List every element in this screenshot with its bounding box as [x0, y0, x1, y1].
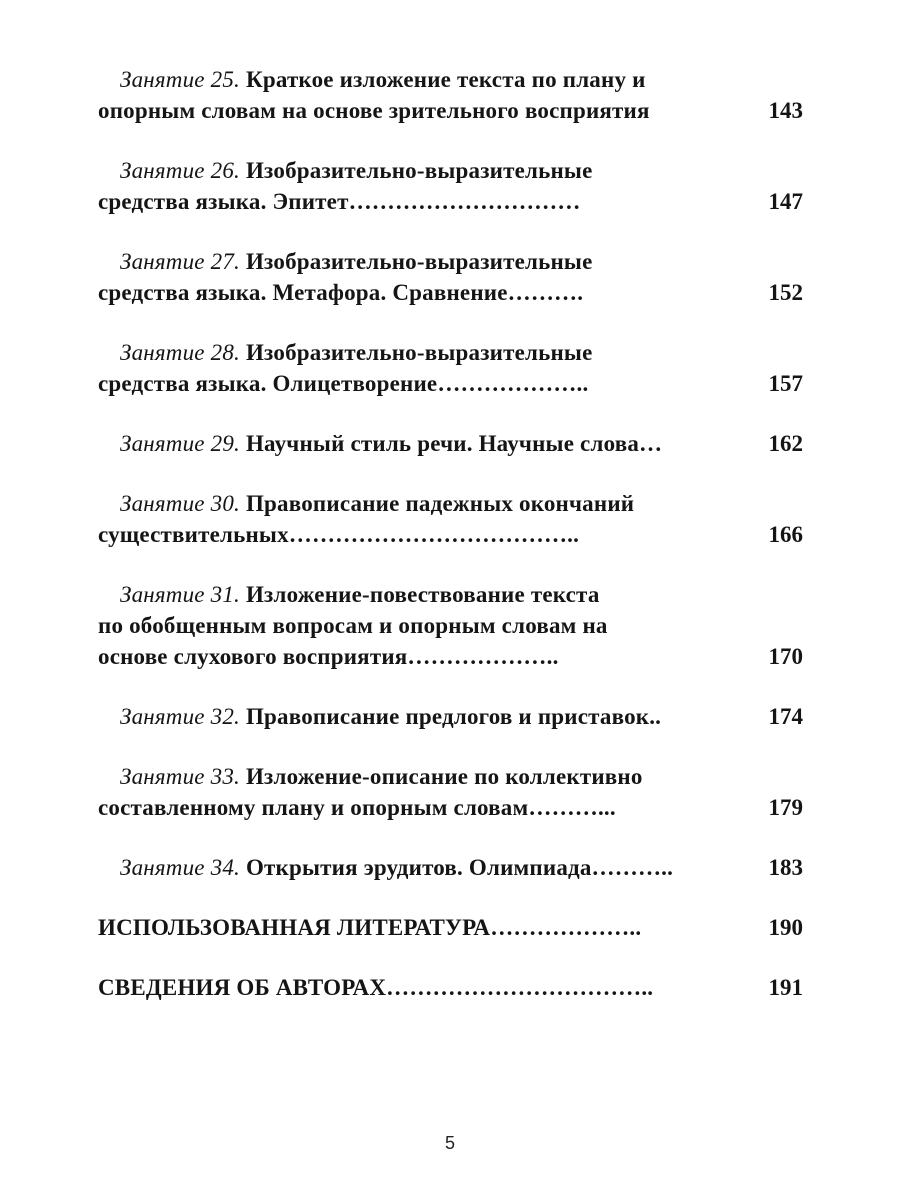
toc-entry-line: существительных………………………………..: [98, 522, 580, 547]
toc-entry-line: по обобщенным вопросам и опорным словам на: [98, 613, 608, 638]
toc-entry-lesson-32[interactable]: [98, 701, 803, 732]
toc-entry-text: [98, 428, 803, 459]
toc-entry-line: основе слухового восприятия………………..: [98, 644, 559, 669]
lesson-label: Занятие 33.: [120, 764, 241, 789]
toc-entry-line: опорным словам на основе зрительного восприятия: [98, 98, 650, 123]
page-ref: 157: [768, 371, 803, 396]
toc-entry-line: [98, 337, 733, 368]
toc-entry-text: [98, 337, 803, 399]
toc-entry-lesson-29[interactable]: [98, 428, 803, 459]
page-ref: 143: [768, 98, 803, 123]
toc-entry-lesson-34[interactable]: [98, 852, 803, 883]
toc-entry-title: Правописание предлогов и приставок..: [240, 704, 662, 729]
page-number: 5: [444, 1133, 455, 1153]
page-ref: 170: [768, 644, 803, 669]
page-ref: 190: [768, 915, 803, 940]
page-ref: 174: [768, 704, 803, 729]
page-ref: 166: [768, 522, 803, 547]
page-ref: 179: [768, 795, 803, 820]
lesson-label: Занятие 34.: [120, 855, 241, 880]
toc-entry-text: [98, 761, 803, 823]
toc-entry-title: ИСПОЛЬЗОВАННАЯ ЛИТЕРАТУРА………………..: [98, 915, 642, 940]
toc-entry-title: Краткое изложение текста по плану и: [240, 67, 646, 92]
lesson-label: Занятие 29.: [120, 431, 241, 456]
lesson-label: Занятие 25.: [120, 67, 241, 92]
toc-entry-line: [98, 488, 733, 519]
toc-entry-line: [98, 155, 733, 186]
toc-entry-line: [98, 852, 733, 883]
table-of-contents: [98, 64, 803, 1032]
toc-entry-line: средства языка. Метафора. Сравнение……….: [98, 280, 584, 305]
toc-entry-authors[interactable]: [98, 972, 803, 1003]
toc-entry-lesson-30[interactable]: [98, 488, 803, 550]
toc-entry-text: [98, 64, 803, 126]
page-ref: 162: [768, 431, 803, 456]
toc-entry-lesson-31[interactable]: [98, 579, 803, 672]
toc-entry-lesson-25[interactable]: [98, 64, 803, 126]
toc-entry-title: Правописание падежных окончаний: [240, 491, 635, 516]
page-ref: 191: [768, 975, 803, 1000]
toc-entry-line: [98, 701, 733, 732]
toc-entry-lesson-28[interactable]: [98, 337, 803, 399]
toc-entry-text: [98, 488, 803, 550]
toc-entry-line: средства языка. Эпитет…………………………: [98, 189, 581, 214]
toc-entry-text: [98, 912, 803, 943]
page-ref: 183: [768, 855, 803, 880]
toc-entry-title: Изложение-повествование текста: [240, 582, 600, 607]
toc-entry-text: [98, 579, 803, 672]
toc-entry-title: Открытия эрудитов. Олимпиада………..: [240, 855, 674, 880]
toc-entry-line: средства языка. Олицетворение………………..: [98, 371, 589, 396]
lesson-label: Занятие 27.: [120, 249, 241, 274]
lesson-label: Занятие 31.: [120, 582, 241, 607]
page-ref: 152: [768, 280, 803, 305]
toc-entry-title: Изобразительно-выразительные: [240, 249, 593, 274]
toc-entry-title: Изложение-описание по коллективно: [240, 764, 643, 789]
toc-entry-line: [98, 761, 733, 792]
toc-entry-text: [98, 701, 803, 732]
toc-entry-lesson-27[interactable]: [98, 246, 803, 308]
toc-entry-lesson-33[interactable]: [98, 761, 803, 823]
toc-entry-text: [98, 852, 803, 883]
toc-entry-title: Изобразительно-выразительные: [240, 158, 593, 183]
toc-entry-line: [98, 428, 733, 459]
toc-entry-references[interactable]: [98, 912, 803, 943]
page-ref: 147: [768, 189, 803, 214]
lesson-label: Занятие 32.: [120, 704, 241, 729]
toc-entry-title: Научный стиль речи. Научные слова…: [240, 431, 663, 456]
toc-entry-line: [98, 579, 733, 610]
toc-entry-title: Изобразительно-выразительные: [240, 340, 593, 365]
toc-entry-text: [98, 155, 803, 217]
lesson-label: Занятие 30.: [120, 491, 241, 516]
toc-entry-lesson-26[interactable]: [98, 155, 803, 217]
toc-entry-line: [98, 246, 733, 277]
toc-entry-title: СВЕДЕНИЯ ОБ АВТОРАХ……………………………..: [98, 975, 654, 1000]
lesson-label: Занятие 28.: [120, 340, 241, 365]
toc-entry-text: [98, 246, 803, 308]
toc-entry-line: составленному плану и опорным словам………...: [98, 795, 616, 820]
lesson-label: Занятие 26.: [120, 158, 241, 183]
toc-entry-text: [98, 972, 803, 1003]
toc-entry-line: [98, 64, 733, 95]
